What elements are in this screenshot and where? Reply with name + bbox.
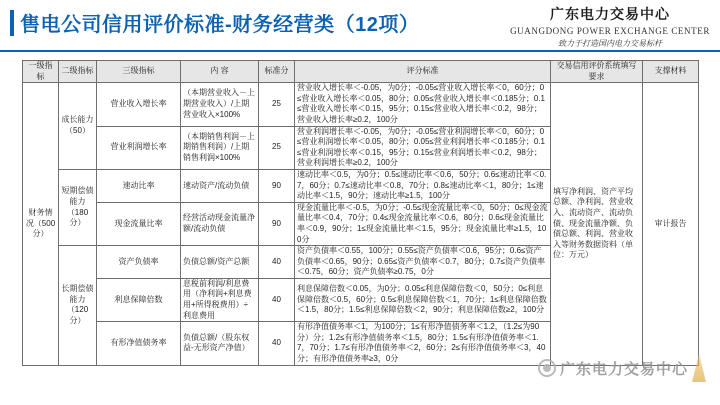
header-cell: 交易信用评价系统填写要求 — [551, 61, 643, 83]
wechat-icon — [538, 359, 556, 377]
level1-cell: 财务情况（500分） — [23, 83, 59, 365]
header-cell: 三级指标 — [97, 61, 181, 83]
rule-cell: 有形净值债务率＜1，为100分；1≤有形净值债务率＜1.2，（1.2≤为90分）分；1.2≤有形净值债务率＜1.5，80分；1.5≤有形净值债务率＜1.7，70分；1.7≤有形净值债务率＜2，60分；2≤有形净值债务率＜3，40分；有形净值债务率≥3，0分 — [295, 322, 551, 365]
support-material-cell: 审计报告 — [643, 83, 699, 365]
rule-cell: 营业利润增长率＜-0.05，为0分；-0.05≤营业利润增长率＜0，60分；0≤营业利润增长率＜0.05，80分；0.05≤营业利润增长率＜0.185分；0.1≤营业利润增长率＜0.15，95分；0.15≤营业利润增长率＜0.2，98分；营业利润增长率≥0.2，100分 — [295, 126, 551, 169]
level3-cell: 营业利润增长率 — [97, 126, 181, 169]
slide-header — [0, 0, 720, 50]
score-cell: 40 — [259, 278, 295, 321]
score-cell: 90 — [259, 169, 295, 202]
fill-requirement-cell: 填写净利润、资产平均总额、净利润、营业收入、流动资产、流动负债、现金流量净额、负债总额、利润、营业收入等财务数据资料（单位：万元） — [551, 83, 643, 365]
brand-slogan: 致力于打造国内电力交易标杆 — [558, 39, 662, 48]
rule-cell: 资产负债率＜0.55，100分；0.55≤资产负债率＜0.6，95分；0.6≤资产负债率＜0.65，90分；0.65≤资产负债率＜0.7，80分；0.7≤资产负债率＜0.75，60分；资产负债率≥0.75，0分 — [295, 246, 551, 279]
level3-cell: 利息保障倍数 — [97, 278, 181, 321]
header-divider — [0, 50, 720, 52]
score-cell: 90 — [259, 202, 295, 245]
score-cell: 40 — [259, 322, 295, 365]
score-cell: 40 — [259, 246, 295, 279]
level2-cell-growth: 成长能力（50） — [59, 83, 97, 170]
slide-title: 售电公司信用评价标准-财务经营类（12项） — [20, 14, 420, 36]
brand-name-en: GUANGDONG POWER EXCHANGE CENTER — [510, 26, 710, 36]
header-cell: 评分标准 — [295, 61, 551, 83]
header-cell: 支撑材料 — [643, 61, 699, 83]
header-cell: 标准分 — [259, 61, 295, 83]
watermark — [538, 354, 706, 382]
rule-cell: 利息保障倍数＜0.05，为0分；0.05≤利息保障倍数＜0，50分；0≤利息保障倍数＜0.5，60分；0.5≤利息保障倍数＜1，70分；1≤利息保障倍数＜1.5，80分；1.5≤利息保障倍数＜2，90分；利息保障倍数≥2，100分 — [295, 278, 551, 321]
level3-cell: 资产负债率 — [97, 246, 181, 279]
level3-cell: 营业收入增长率 — [97, 83, 181, 126]
table-row — [23, 83, 699, 126]
rule-cell: 营业收入增长率＜-0.05，为0分；-0.05≤营业收入增长率＜0，60分；0≤营业收入增长率＜0.05，80分；0.05≤营业收入增长率＜0.185分；0.1≤营业收入增长率＜0.15，95分；0.15≤营业收入增长率＜0.2，98分；营业收入增长率≥0.2，100分 — [295, 83, 551, 126]
credit-standard-table — [22, 60, 699, 366]
content-cell: 负债总额/资产总额 — [181, 246, 259, 279]
content-cell: （本期销售利润－上期销售利润）/上期销售利润×100% — [181, 126, 259, 169]
header-cell: 一级指标 — [23, 61, 59, 83]
brand-logo — [510, 4, 710, 49]
level2-cell-long-debt: 长期偿债能力（120分） — [59, 246, 97, 366]
content-cell: 息税前利润/利息费用（净利润+利息费用+所得税费用）÷利息费用 — [181, 278, 259, 321]
score-cell: 25 — [259, 126, 295, 169]
rule-cell: 现金流量比率＜-0.5，为0分；-0.5≤现金流量比率＜0，50分；0≤现金流量比率＜0.4，70分；0.4≤现金流量比率＜0.6，80分；0.6≤现金流量比率＜0.9，90分；1≤现金流量比率＜1.5，95分；现金流量比率≥1.5，100分 — [295, 202, 551, 245]
table-header-row — [23, 61, 699, 83]
watermark-text: 广东电力交易中心 — [559, 360, 688, 378]
header-cell: 二级指标 — [59, 61, 97, 83]
pylon-icon — [692, 354, 706, 382]
score-cell: 25 — [259, 83, 295, 126]
content-cell: 负债总额/（股东权益-无形资产净值） — [181, 322, 259, 365]
level3-cell: 有形净值债务率 — [97, 322, 181, 365]
rule-cell: 速动比率＜0.5，为0分；0.5≤速动比率＜0.6，50分；0.6≤速动比率＜0.7，60分；0.7≤速动比率＜0.8，70分；0.8≤速动比率＜1，80分；1≤速动比率＜1.5，90分；速动比率≥1.5，100分 — [295, 169, 551, 202]
level2-cell-short-debt: 短期偿债能力（180分） — [59, 169, 97, 245]
level3-cell: 速动比率 — [97, 169, 181, 202]
header-cell: 内 容 — [181, 61, 259, 83]
content-cell: （本期营业收入－上期营业收入）/上期营业收入×100% — [181, 83, 259, 126]
content-cell: 速动资产/流动负债 — [181, 169, 259, 202]
brand-name-cn: 广东电力交易中心 — [550, 6, 670, 22]
title-accent-bar — [10, 10, 14, 36]
content-cell: 经营活动现金流量净额/流动负债 — [181, 202, 259, 245]
level3-cell: 现金流量比率 — [97, 202, 181, 245]
